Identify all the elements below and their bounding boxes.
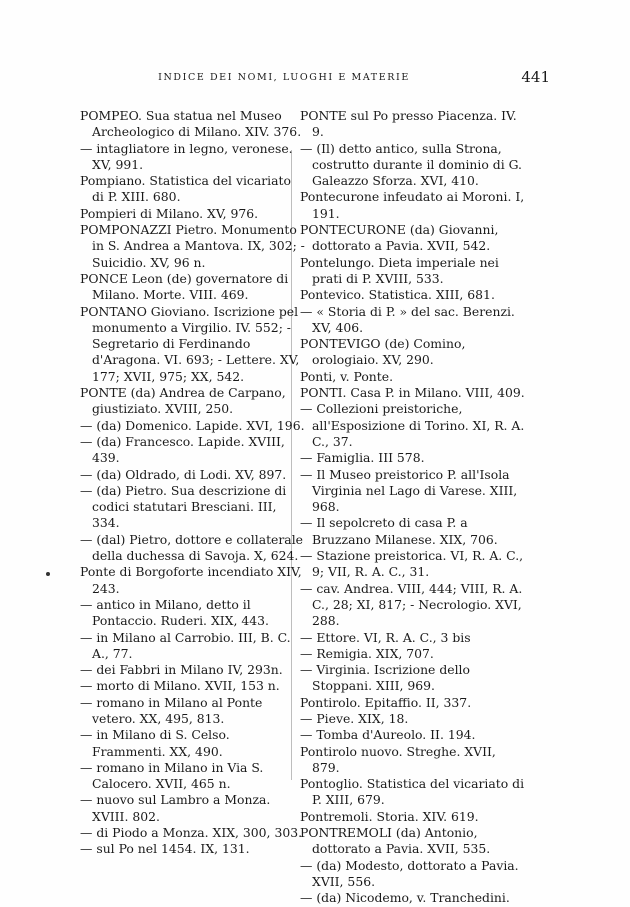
index-entry: PONTECURONE (da) Giovanni, dottorato a Pavia. XVII, 542.: [300, 222, 499, 254]
index-entry: — (da) Francesco. Lapide. XVIII, 439.: [80, 433, 285, 466]
index-entry: Pontremoli. Storia. XIV. 619.: [300, 808, 479, 824]
index-entry: Ponti, v. Ponte.: [300, 368, 394, 384]
index-entry: — Virginia. Iscrizione dello Stoppani. XIII, 969.: [300, 662, 470, 694]
index-entry: — romano in Milano al Ponte vetero. XX, 495, 813.: [80, 694, 263, 726]
page-header: [78, 68, 550, 88]
index-entry: — in Milano di S. Celso. Frammenti. XX, 490.: [80, 727, 230, 759]
index-entry: PONTE sul Po presso Piacenza. IV. 9.: [300, 108, 517, 140]
index-entry: — dei Fabbri in Milano IV, 293n.: [80, 662, 283, 678]
index-entry: — intagliatore in legno, veronese. XV, 991.: [80, 140, 293, 172]
index-entry: — antico in Milano, detto il Pontaccio. Ruderi. XIX, 443.: [80, 596, 269, 629]
index-entry: PONTEVIGO (de) Comino, orologiaio. XV, 290.: [300, 336, 466, 368]
index-entry: — (dal) Pietro, dottore e collaterale della duchessa di Savoja. X, 624.: [80, 531, 303, 564]
index-entry: — morto di Milano. XVII, 153 n.: [80, 678, 280, 694]
index-entry: — (da) Modesto, dottorato a Pavia. XVII, 556.: [300, 857, 519, 889]
index-entry: POMPONAZZI Pietro. Monumento in S. Andrea a Mantova. IX, 302; - Suicidio. XV, 96 n.: [80, 222, 305, 270]
index-entry: PONTE (da) Andrea de Carpano, giustiziato. XVIII, 250.: [80, 385, 286, 417]
index-entry: — Il Museo preistorico P. all'Isola Virginia nel Lago di Varese. XIII, 968.: [300, 466, 518, 515]
index-entry: — Tomba d'Aureolo. II. 194.: [300, 727, 476, 743]
margin-dot: [46, 572, 50, 576]
index-entry: — « Storia di P. » del sac. Berenzi. XV, 406.: [300, 303, 515, 335]
index-entry: PONTREMOLI (da) Antonio, dottorato a Pavia. XVII, 535.: [300, 825, 491, 857]
index-entry: Pontoglio. Statistica del vicariato di P. XIII, 679.: [300, 776, 525, 808]
index-entry: Ponte di Borgoforte incendiato XIV, 243.: [80, 564, 302, 596]
index-entry: POMPEO. Sua statua nel Museo Archeologico di Milano. XIV. 376.: [80, 108, 302, 140]
page-number: 441: [521, 68, 550, 86]
index-entry: — (da) Pietro. Sua descrizione di codici statutari Bresciani. III, 334.: [80, 482, 287, 531]
index-entry: — sul Po nel 1454. IX, 131.: [80, 841, 250, 857]
index-entry: — Stazione preistorica. VI, R. A. C., 9; VII, R. A. C., 31.: [300, 548, 524, 580]
index-column-right: [300, 108, 525, 907]
index-entry: — in Milano al Carrobio. III, B. C. A., 77.: [80, 629, 291, 661]
index-entry: — romano in Milano in Via S. Calocero. XVII, 465 n.: [80, 759, 264, 792]
index-entry: — Ettore. VI, R. A. C., 3 bis: [300, 629, 471, 645]
index-entry: — cav. Andrea. VIII, 444; VIII, R. A. C., 28; XI, 817; - Necrologio. XVI, 288.: [300, 580, 523, 629]
index-entry: PONTANO Gioviano. Iscrizione pel monumento a Virgilio. IV. 552; - Segretario di Ferdinando d'Aragona. VI. 693; - Lettere. XV, 177; XVII, 975; XX, 542.: [80, 303, 300, 384]
index-entry: Pontevico. Statistica. XIII, 681.: [300, 287, 495, 303]
index-entry: — (da) Nicodemo, v. Tranchedini.: [300, 890, 510, 906]
index-entry: Pontelungo. Dieta imperiale nei prati di P. XVIII, 533.: [300, 254, 499, 286]
index-column-left: [80, 108, 305, 858]
index-entry: — Il sepolcreto di casa P. a Bruzzano Milanese. XIX, 706.: [300, 515, 498, 547]
index-entry: — nuovo sul Lambro a Monza. XVIII. 802.: [80, 792, 271, 824]
index-entry: Pontecurone infeudato ai Moroni. I, 191.: [300, 189, 525, 221]
index-entry: — Collezioni preistoriche, all'Esposizione di Torino. XI, R. A. C., 37.: [300, 401, 525, 449]
index-entry: — di Piodo a Monza. XIX, 300, 303.: [80, 825, 303, 841]
index-entry: Pontirolo. Epitaffio. II, 337.: [300, 694, 472, 710]
index-entry: — Pieve. XIX, 18.: [300, 710, 409, 726]
index-entry: Pontirolo nuovo. Streghe. XVII, 879.: [300, 743, 496, 775]
index-entry: — Remigia. XIX, 707.: [300, 645, 434, 661]
index-entry: Pompieri di Milano. XV, 976.: [80, 205, 259, 221]
index-entry: Pompiano. Statistica del vicariato di P. XIII. 680.: [80, 173, 291, 205]
index-entry: — Famiglia. III 578.: [300, 450, 425, 466]
index-entry: — (Il) detto antico, sulla Strona, costrutto durante il dominio di G. Galeazzo Sforza. XVI, 410.: [300, 140, 522, 189]
running-title: INDICE DEI NOMI, LUOGHI E MATERIE: [158, 72, 410, 83]
index-entry: — (da) Domenico. Lapide. XVI, 196.: [80, 417, 305, 433]
index-entry: PONTI. Casa P. in Milano. VIII, 409.: [300, 385, 525, 401]
index-entry: — (da) Oldrado, di Lodi. XV, 897.: [80, 466, 287, 482]
index-entry: PONCE Leon (de) governatore di Milano. Morte. VIII. 469.: [80, 270, 289, 303]
